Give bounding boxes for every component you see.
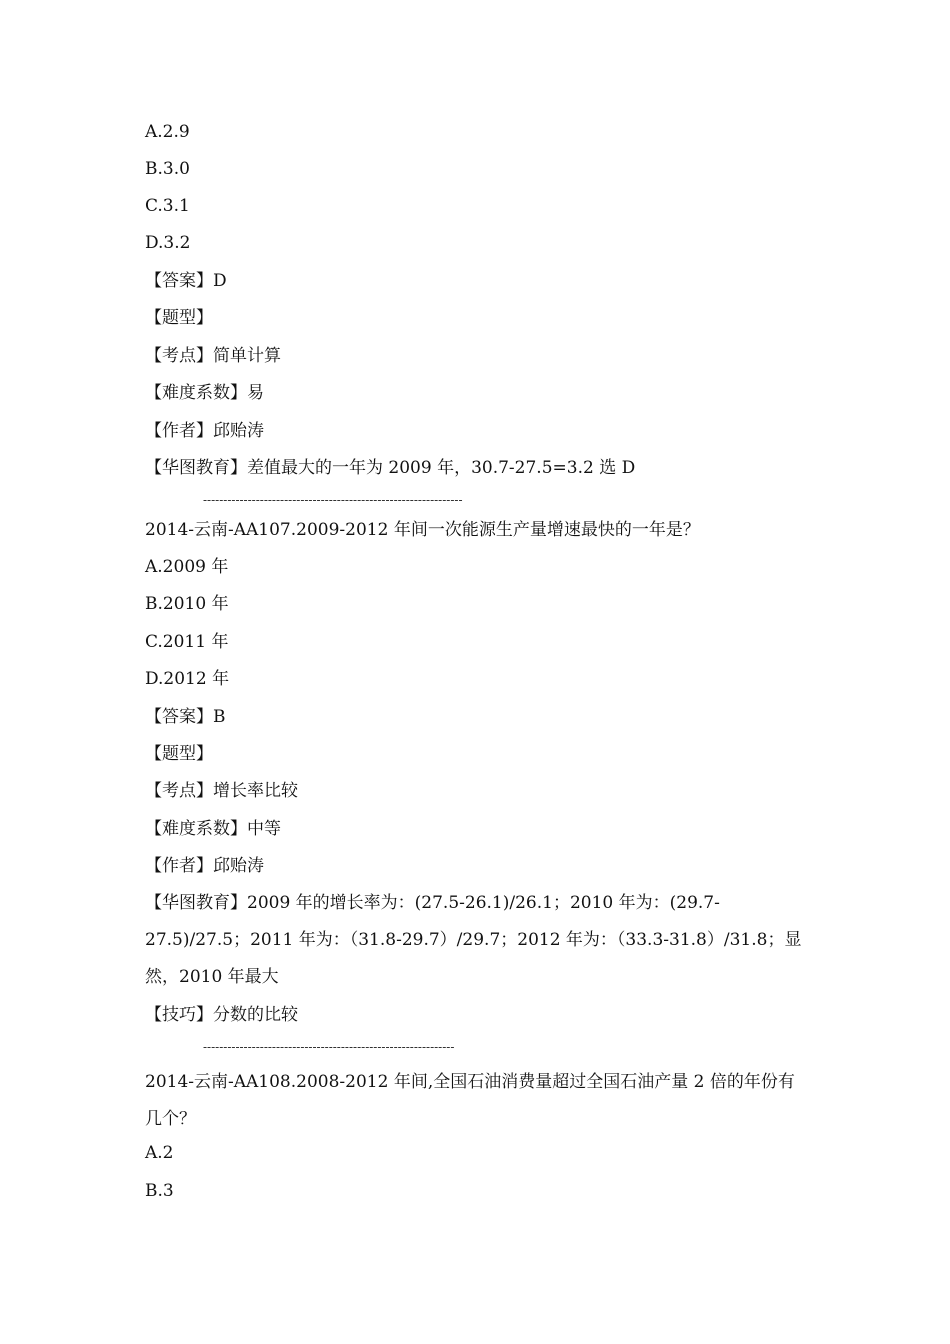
question-text: 2014-云南-AA108.2008-2012 年间,全国石油消费量超过全国石油产量 2 倍的年份有几个？ — [145, 1072, 795, 1129]
option-a: A.2.9 — [145, 122, 190, 142]
type-line: 【题型】 — [145, 308, 213, 328]
answer-line: 【答案】B — [145, 707, 226, 727]
author-line: 【作者】邱贻涛 — [145, 856, 264, 876]
option-a: A.2009 年 — [145, 557, 229, 577]
answer-line: 【答案】D — [145, 271, 227, 291]
option-d: D.3.2 — [145, 233, 191, 253]
type-line: 【题型】 — [145, 744, 213, 764]
option-d: D.2012 年 — [145, 669, 230, 689]
question-text: 2014-云南-AA107.2009-2012 年间一次能源生产量增速最快的一年是？ — [145, 520, 700, 540]
separator: -------------------------------------------------------------- — [203, 1040, 455, 1054]
option-b: B.3 — [145, 1181, 174, 1201]
explanation-line: 【华图教育】差值最大的一年为 2009 年，30.7-27.5=3.2 选 D — [145, 458, 636, 478]
point-line: 【考点】简单计算 — [145, 346, 281, 366]
option-c: C.3.1 — [145, 196, 190, 216]
point-line: 【考点】增长率比较 — [145, 781, 298, 801]
difficulty-line: 【难度系数】中等 — [145, 819, 281, 839]
option-a: A.2 — [145, 1143, 174, 1163]
option-b: B.3.0 — [145, 159, 190, 179]
technique-line: 【技巧】分数的比较 — [145, 1005, 298, 1025]
option-c: C.2011 年 — [145, 632, 229, 652]
explanation-paragraph: 【华图教育】2009 年的增长率为：(27.5-26.1)/26.1；2010 年为：(29.7-27.5)/27.5；2011 年为：（31.8-29.7）/29.7；2012 年为：（33.3-31.8）/31.8；显然，2010 年最大 — [145, 893, 802, 987]
difficulty-line: 【难度系数】易 — [145, 383, 264, 403]
separator: ---------------------------------------------------------------- — [203, 493, 463, 507]
author-line: 【作者】邱贻涛 — [145, 421, 264, 441]
option-b: B.2010 年 — [145, 594, 229, 614]
